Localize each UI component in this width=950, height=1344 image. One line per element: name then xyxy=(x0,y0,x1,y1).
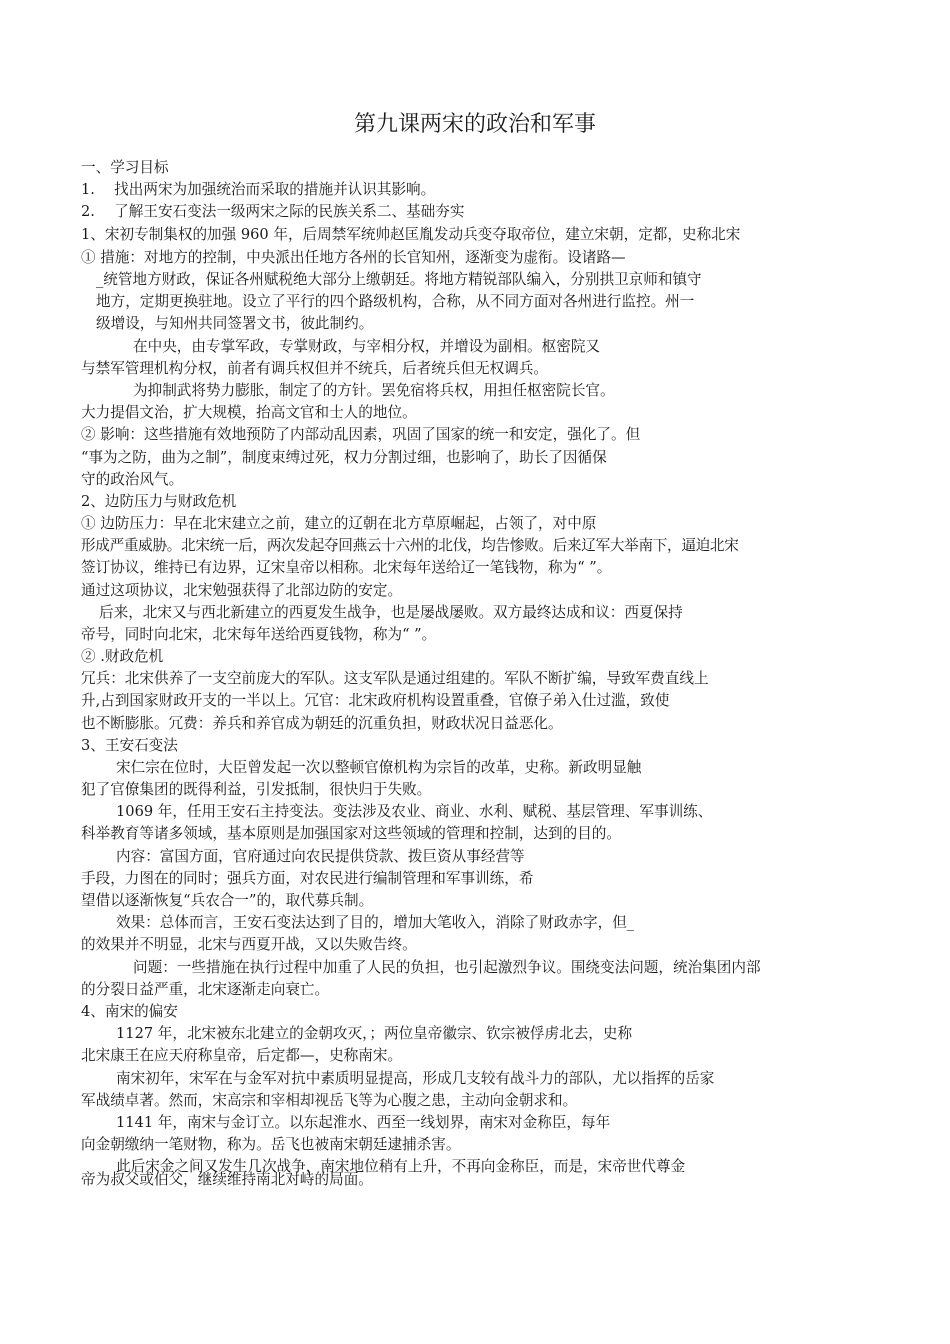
text-line: 1069 年，任用王安石主持变法。变法涉及农业、商业、水利、赋税、基层管理、军事训练、 xyxy=(116,803,713,820)
text-line: 级增设，与知州共同签署文书，彼此制约。 xyxy=(96,315,374,332)
text-line: 1141 年，南宋与金订立。以东起淮水、西至一线划界，南宋对金称臣，每年 xyxy=(116,1114,611,1131)
text-line: 升,占到国家财政开支的一半以上。冗官：北宋政府机构设置重叠，官僚子弟入仕过滥，致使 xyxy=(81,692,670,709)
text-line: 2. 了解王安石变法一级两宋之际的民族关系二、基础夯实 xyxy=(81,203,465,220)
text-line: 帝号，同时向北宋，北宋每年送给西夏钱物，称为“ ”。 xyxy=(81,626,437,643)
page-title: 第九课两宋的政治和军事 xyxy=(353,112,596,137)
text-line: 的分裂日益严重，北宋逐渐走向衰亡。 xyxy=(81,981,330,998)
text-line: 与禁军管理机构分权，前者有调兵权但并不统兵，后者统兵但无权调兵。 xyxy=(81,360,549,377)
text-line: 在中央，由专掌军政，专掌财政，与宰相分权，并增设为副相。枢密院又 xyxy=(133,338,601,355)
text-line: 签订协议，维持已有边界，辽宋皇帝以相称。北宋每年送给辽一笔钱物，称为“ ”。 xyxy=(81,559,612,576)
text-line: 手段，力图在的同时；强兵方面，对农民进行编制管理和军事训练，希 xyxy=(81,870,534,887)
text-line: _统管地方财政，保证各州赋税绝大部分上缴朝廷。将地方精锐部队编入，分别拱卫京师和镇守 xyxy=(96,271,702,288)
text-line: 1. 找出两宋为加强统治而采取的措施并认识其影响。 xyxy=(81,181,436,198)
text-line: 大力提倡文治，扩大规模，抬高文官和士人的地位。 xyxy=(81,404,417,421)
text-line: “事为之防，曲为之制”，制度束缚过死，权力分割过细，也影响了，助长了因循保 xyxy=(81,449,607,466)
text-line: 一、学习目标 xyxy=(81,159,169,176)
text-line: 形成严重威胁。北宋统一后，两次发起夺回燕云十六州的北伐，均告惨败。后来辽军大举南下，逼迫北宋 xyxy=(81,537,739,554)
text-line: 南宋初年，宋军在与金军对抗中素质明显提高，形成几支较有战斗力的部队，尤以指挥的岳家 xyxy=(116,1070,715,1087)
text-line: 守的政治风气。 xyxy=(81,471,184,488)
text-line: 后来，北宋又与西北新建立的西夏发生战争，也是屡战屡败。双方最终达成和议：西夏保持 xyxy=(99,604,683,621)
text-line: 的效果并不明显，北宋与西夏开战，又以失败告终。 xyxy=(81,936,417,953)
text-line: 地方，定期更换驻地。设立了平行的四个路级机构，合称，从不同方面对各州进行监控。州一 xyxy=(96,293,695,310)
text-line: 此后宋金之间又发生几次战争，南宋地位稍有上升，不再向金称臣，而是，宋帝世代尊金 xyxy=(116,1158,686,1175)
text-line: 内容：富国方面，官府通过向农民提供贷款、拨巨资从事经营等 xyxy=(116,848,525,865)
text-line: ② 影响：这些措施有效地预防了内部动乱因素，巩固了国家的统一和安定，强化了。但 xyxy=(81,426,641,443)
text-line: ① 边防压力：早在北宋建立之前，建立的辽朝在北方草原崛起，占领了，对中原 xyxy=(81,515,597,532)
text-line: 军战绩卓著。然而，宋高宗和宰相却视岳飞等为心腹之患，主动向金朝求和。 xyxy=(81,1092,578,1109)
text-line: 4、南宋的偏安 xyxy=(81,1003,178,1020)
text-line: 1127 年，北宋被东北建立的金朝攻灭，；两位皇帝徽宗、钦宗被俘虏北去，史称 xyxy=(116,1025,633,1042)
text-line: 帝为叔父或伯父，继续维持南北对峙的局面。 xyxy=(81,1171,373,1188)
text-line: 3、王安石变法 xyxy=(81,737,178,754)
text-line: 问题：一些措施在执行过程中加重了人民的负担，也引起激烈争议。围绕变法问题，统治集团内部 xyxy=(133,959,761,976)
text-line: 通过这项协议，北宋勉强获得了北部边防的安定。 xyxy=(81,582,403,599)
text-line: 为抑制武将势力膨胀，制定了的方针。罢免宿将兵权，用担任枢密院长官。 xyxy=(133,382,615,399)
text-line: ② .财政危机 xyxy=(81,648,164,665)
text-line: 效果：总体而言，王安石变法达到了目的，增加大笔收入，消除了财政赤字，但_ xyxy=(116,914,635,931)
text-line: 也不断膨胀。冗费：养兵和养官成为朝廷的沉重负担，财政状况日益恶化。 xyxy=(81,715,563,732)
text-line: 冗兵：北宋供养了一支空前庞大的军队。这支军队是通过组建的。军队不断扩编，导致军费直线上 xyxy=(81,670,709,687)
text-line: 科举教育等诸多领域，基本原则是加强国家对这些领域的管理和控制，达到的目的。 xyxy=(81,825,621,842)
text-line: 1、宋初专制集权的加强 960 年，后周禁军统帅赵匡胤发动兵变夺取帝位，建立宋朝，定都，史称北宋 xyxy=(81,226,741,243)
text-line: ① 措施：对地方的控制，中央派出任地方各州的长官知州，逐渐变为虚衔。设诸路— xyxy=(81,249,626,266)
text-line: 2、边防压力与财政危机 xyxy=(81,493,237,510)
text-line: 向金朝缴纳一笔财物，称为。岳飞也被南宋朝廷逮捕杀害。 xyxy=(81,1136,461,1153)
text-line: 犯了官僚集团的既得利益，引发抵制，很快归于失败。 xyxy=(81,781,432,798)
text-line: 北宋康王在应天府称皇帝，后定都—，史称南宋。 xyxy=(81,1047,403,1064)
text-line: 宋仁宗在位时，大臣曾发起一次以整顿官僚机构为宗旨的改革，史称。新政明显触 xyxy=(116,759,642,776)
text-line: 望借以逐渐恢复“兵农合一”的，取代募兵制。 xyxy=(81,892,374,909)
